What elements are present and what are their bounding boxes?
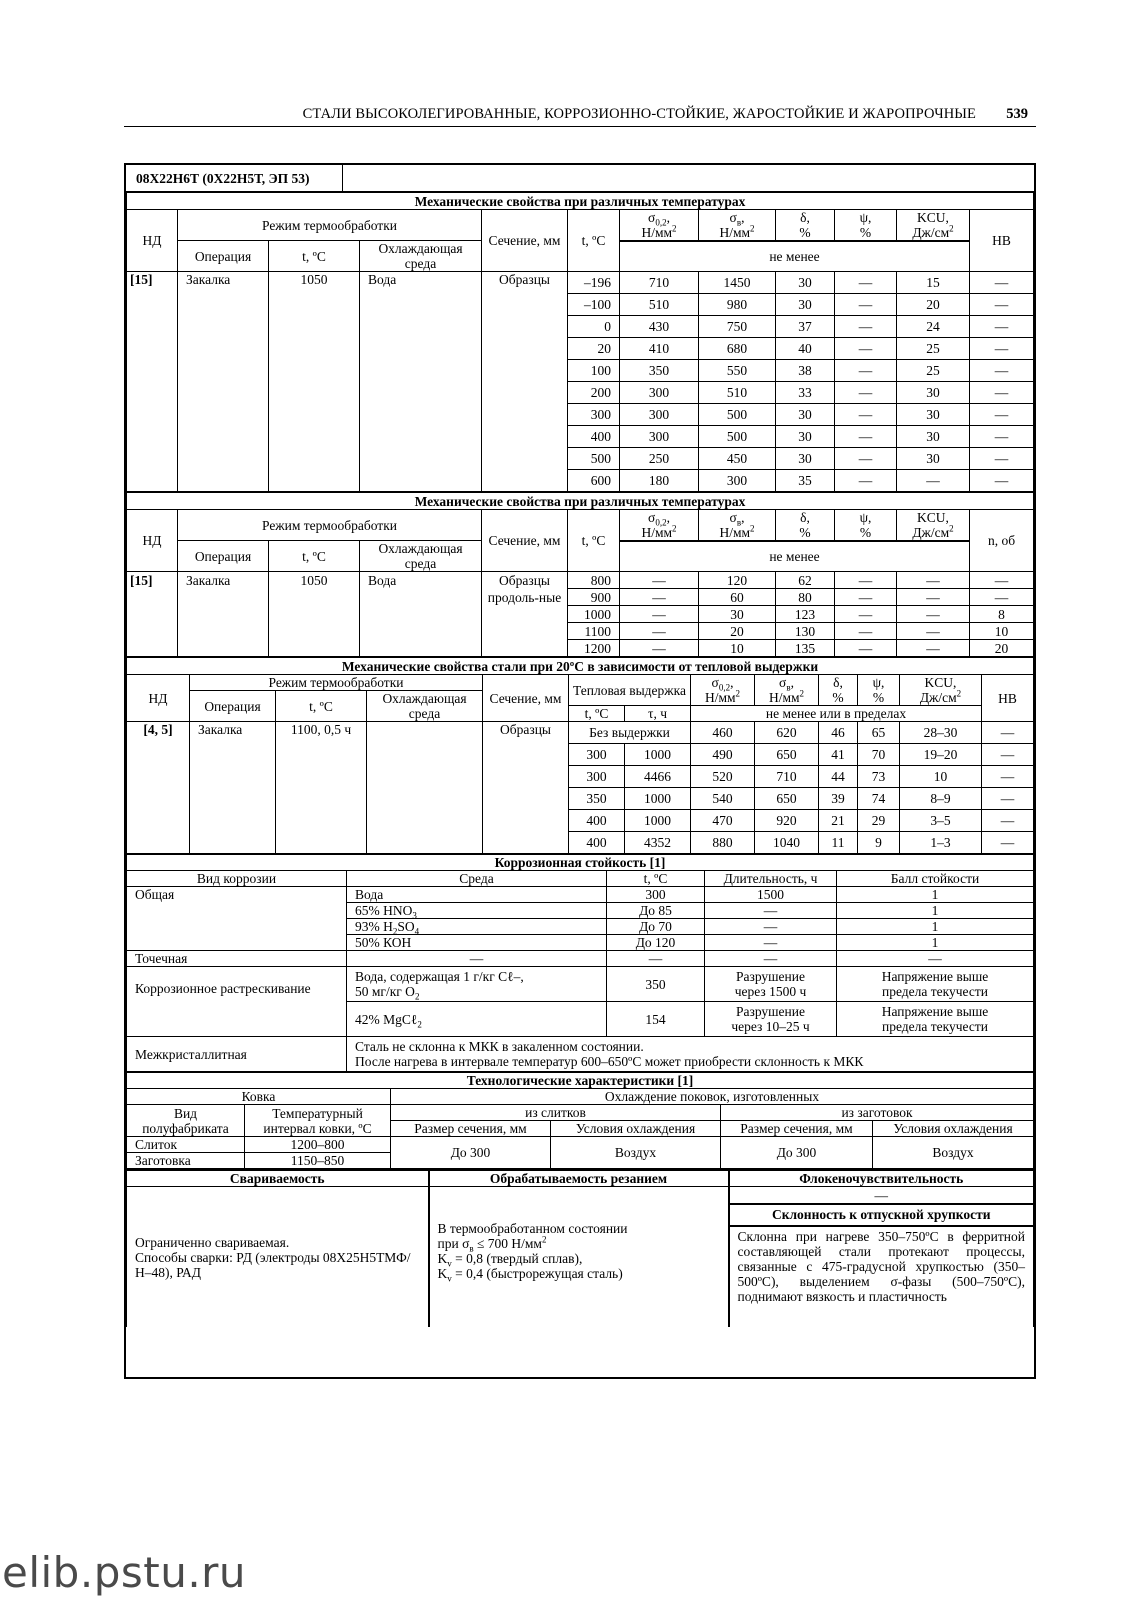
col-sv: $\sigma_в$, $Н/мм^2$ [699, 510, 776, 541]
table-row: 300 1000 490 650 41 70 19–20 — [127, 744, 1034, 766]
col-s02: $\sigma_{0,2}$, $Н/мм^2$ [691, 675, 755, 706]
col-size-1: Размер сечения, мм [391, 1121, 551, 1137]
steel-datasheet [124, 163, 1036, 1379]
col-op: Операция [190, 691, 276, 722]
col-s02: $\sigma_{0,2}$, $Н/мм^2$ [620, 210, 699, 241]
col-temp: t, ºС [269, 541, 360, 572]
col-sv: $\sigma_в$, $Н/мм^2$ [699, 210, 776, 241]
corr-row: 50% КОН До 120 — 1 [127, 935, 1034, 951]
flake-value: — [729, 1187, 1034, 1205]
col-cond-1: Условия охлаждения [551, 1121, 721, 1137]
corr-row: Общая Вода 300 1500 1 [127, 887, 1034, 903]
col-size-2: Размер сечения, мм [721, 1121, 873, 1137]
table-row: [4, 5] Закалка 1100, 0,5 ч Образцы Без выдержки 460 620 46 65 28–30 — [127, 722, 1034, 744]
temper-brittleness-title: Склонность к отпускной хрупкости [729, 1204, 1034, 1226]
col-cool: Охлаждающая среда [360, 541, 482, 572]
min-label: не менее [620, 242, 970, 272]
table-2-title: Механические свойства при различных температурах [127, 493, 1034, 510]
col-delta: δ, % [819, 675, 858, 706]
table-row: 300 300 500 30 — 30 — [127, 404, 1034, 426]
col-forging: Ковка [127, 1089, 391, 1105]
corr-row-igc: Межкристаллитная Сталь не склонна к МКК в закаленном состоянии. После нагрева в интервале температур 600–650ºС может приобрести склонность к МКК [127, 1037, 1034, 1072]
table-row: 1100 — 20 130 — — 10 [127, 623, 1034, 640]
col-s02: $\sigma_{0,2}$, $Н/мм^2$ [620, 510, 699, 541]
min-range-label: не менее или в пределах [691, 706, 982, 722]
table-row: 600 180 300 35 — — — [127, 470, 1034, 492]
tech-row: Слиток 1200–800 До 300 Воздух До 300 Воздух [127, 1137, 1034, 1153]
col-env: Среда [347, 871, 607, 887]
col-hold-t: t, ºС [569, 706, 625, 722]
col-psi: ψ, % [858, 675, 900, 706]
corr-row-scc: 42% MgCℓ$_2$ 154 Разрушение через 10–25 ч Напряжение выше предела текучести [127, 1002, 1034, 1037]
col-op: Операция [178, 541, 269, 572]
table-row: продоль-ные 900 — 60 80 — — — [127, 589, 1034, 606]
weldability-text: Ограниченно свариваемая. Способы сварки: РД (электроды 08Х25Н5ТМФ/Н–48), РАД [127, 1187, 429, 1328]
col-score: Балл стойкости [837, 871, 1034, 887]
col-cond-2: Условия охлаждения [873, 1121, 1034, 1137]
col-cool: Охлаждающая среда [367, 691, 483, 722]
col-hold: Тепловая выдержка [569, 675, 691, 706]
machinability-text: В термообработанном состоянии при $\sigma_в \le 700$ $Н/мм^2$ $K_v = 0,8$ (твердый сплав), $K_v = 0,4$ (быстрорежущая сталь) [429, 1187, 729, 1328]
col-section: Сечение, мм [483, 675, 569, 722]
col-kind: Вид полуфабриката [127, 1105, 245, 1137]
col-temp: t, ºС [269, 241, 360, 272]
running-title: СТАЛИ ВЫСОКОЛЕГИРОВАННЫЕ, КОРРОЗИОННО-СТОЙКИЕ, ЖАРОСТОЙКИЕ И ЖАРОПРОЧНЫЕ [302, 106, 976, 122]
table-row: [15] Закалка 1050 Вода Образцы 800 — 120 62 — — — [127, 572, 1034, 589]
col-corr-t: t, ºС [607, 871, 705, 887]
col-delta: δ, % [776, 210, 835, 241]
table-row: 1000 — 30 123 — — 8 [127, 606, 1034, 623]
col-tau: τ, ч [625, 706, 691, 722]
corr-row-pitting: Точечная — — — — [127, 951, 1034, 967]
grade-row [126, 165, 1034, 192]
col-n: n, об [970, 510, 1034, 572]
table-row: 0 430 750 37 — 24 — [127, 316, 1034, 338]
col-section: Сечение, мм [482, 210, 568, 272]
col-t: t, ºС [568, 510, 620, 572]
machinability-title: Обрабатываемость резанием [429, 1170, 729, 1187]
table-row: 200 300 510 33 — 30 — [127, 382, 1034, 404]
table-row: 20 410 680 40 — 25 — [127, 338, 1034, 360]
col-mode: Режим термообработки [178, 210, 482, 241]
col-kcu: KCU, $Дж/см^2$ [897, 210, 970, 241]
col-kcu: KCU, $Дж/см^2$ [897, 510, 970, 541]
col-from-blank: из заготовок [721, 1105, 1034, 1121]
col-temp: t, ºС [276, 691, 367, 722]
tech-row: Заготовка 1150–850 [127, 1153, 1034, 1169]
table-row: 400 1000 470 920 21 29 3–5 — [127, 810, 1034, 832]
col-psi: ψ, % [835, 210, 897, 241]
min-label: не менее [620, 542, 970, 572]
col-mode: Режим термообработки [190, 675, 483, 691]
table-row: 400 300 500 30 — 30 — [127, 426, 1034, 448]
table-row: 400 4352 880 1040 11 9 1–3 — [127, 832, 1034, 854]
corr-row: 65% $HNO_3$ До 85 — 1 [127, 903, 1034, 919]
table-row: 300 4466 520 710 44 73 10 — [127, 766, 1034, 788]
col-interval: Температурный интервал ковки, ºС [245, 1105, 391, 1137]
col-hb: НВ [982, 675, 1034, 722]
flake-title: Флокеночувствительность [729, 1170, 1034, 1187]
grade-title: 08Х22Н6Т (0Х22Н5Т, ЭП 53) [126, 165, 342, 192]
col-kcu: KCU, $Дж/см^2$ [900, 675, 982, 706]
col-nd: НД [127, 675, 190, 722]
mech-props-table-2 [126, 492, 1034, 657]
col-duration: Длительность, ч [705, 871, 837, 887]
col-mode: Режим термообработки [178, 510, 482, 541]
col-hb: НВ [970, 210, 1034, 272]
col-sv: $\sigma_в$, $Н/мм^2$ [755, 675, 819, 706]
table-row: 100 350 550 38 — 25 — [127, 360, 1034, 382]
col-cooling: Охлаждение поковок, изготовленных [391, 1089, 1034, 1105]
bottom-table [126, 1169, 1034, 1327]
table-row: 350 1000 540 650 39 74 8–9 — [127, 788, 1034, 810]
weldability-title: Свариваемость [127, 1170, 429, 1187]
col-t: t, ºС [568, 210, 620, 272]
corr-row: 93% $H_2SO_4$ До 70 — 1 [127, 919, 1034, 935]
col-delta: δ, % [776, 510, 835, 541]
table-row: 1200 — 10 135 — — 20 [127, 640, 1034, 657]
col-nd: НД [127, 210, 178, 272]
table-row: [15] Закалка 1050 Вода Образцы –196 710 1450 30 — 15 — [127, 272, 1034, 294]
col-cool: Охлаждающая среда [360, 241, 482, 272]
col-from-ingot: из слитков [391, 1105, 721, 1121]
mech-props-table-3 [126, 657, 1034, 854]
col-op: Операция [178, 241, 269, 272]
col-corr-type: Вид коррозии [127, 871, 347, 887]
watermark: elib.pstu.ru [2, 1548, 247, 1597]
running-header [124, 104, 1036, 127]
page-number: 539 [1006, 106, 1028, 122]
col-psi: ψ, % [835, 510, 897, 541]
corr-row-scc: Коррозионное растрескивание Вода, содержащая 1 г/кг Cℓ–, 50 мг/кг $O_2$ 350 Разрушение через 1500 ч Напряжение выше предела текучести [127, 967, 1034, 1002]
table-1-title: Механические свойства при различных температурах [127, 193, 1034, 210]
corrosion-title: Коррозионная стойкость [1] [127, 855, 1034, 871]
tech-table [126, 1072, 1034, 1169]
mech-props-table-1 [126, 192, 1034, 492]
table-row: 500 250 450 30 — 30 — [127, 448, 1034, 470]
col-nd: НД [127, 510, 178, 572]
col-section: Сечение, мм [482, 510, 568, 572]
corrosion-table [126, 854, 1034, 1072]
table-3-title: Механические свойства стали при 20ºС в зависимости от тепловой выдержки [127, 658, 1034, 675]
temper-brittleness-text: Склонна при нагреве 350–750ºС в ферритной составляющей стали протекают процессы, связанные с 475-градусной хрупкостью (350–500ºС), выделением σ-фазы (500–750ºС), поднимают вязкость и пластичность [729, 1226, 1034, 1327]
table-row: –100 510 980 30 — 20 — [127, 294, 1034, 316]
tech-title: Технологические характеристики [1] [127, 1073, 1034, 1089]
